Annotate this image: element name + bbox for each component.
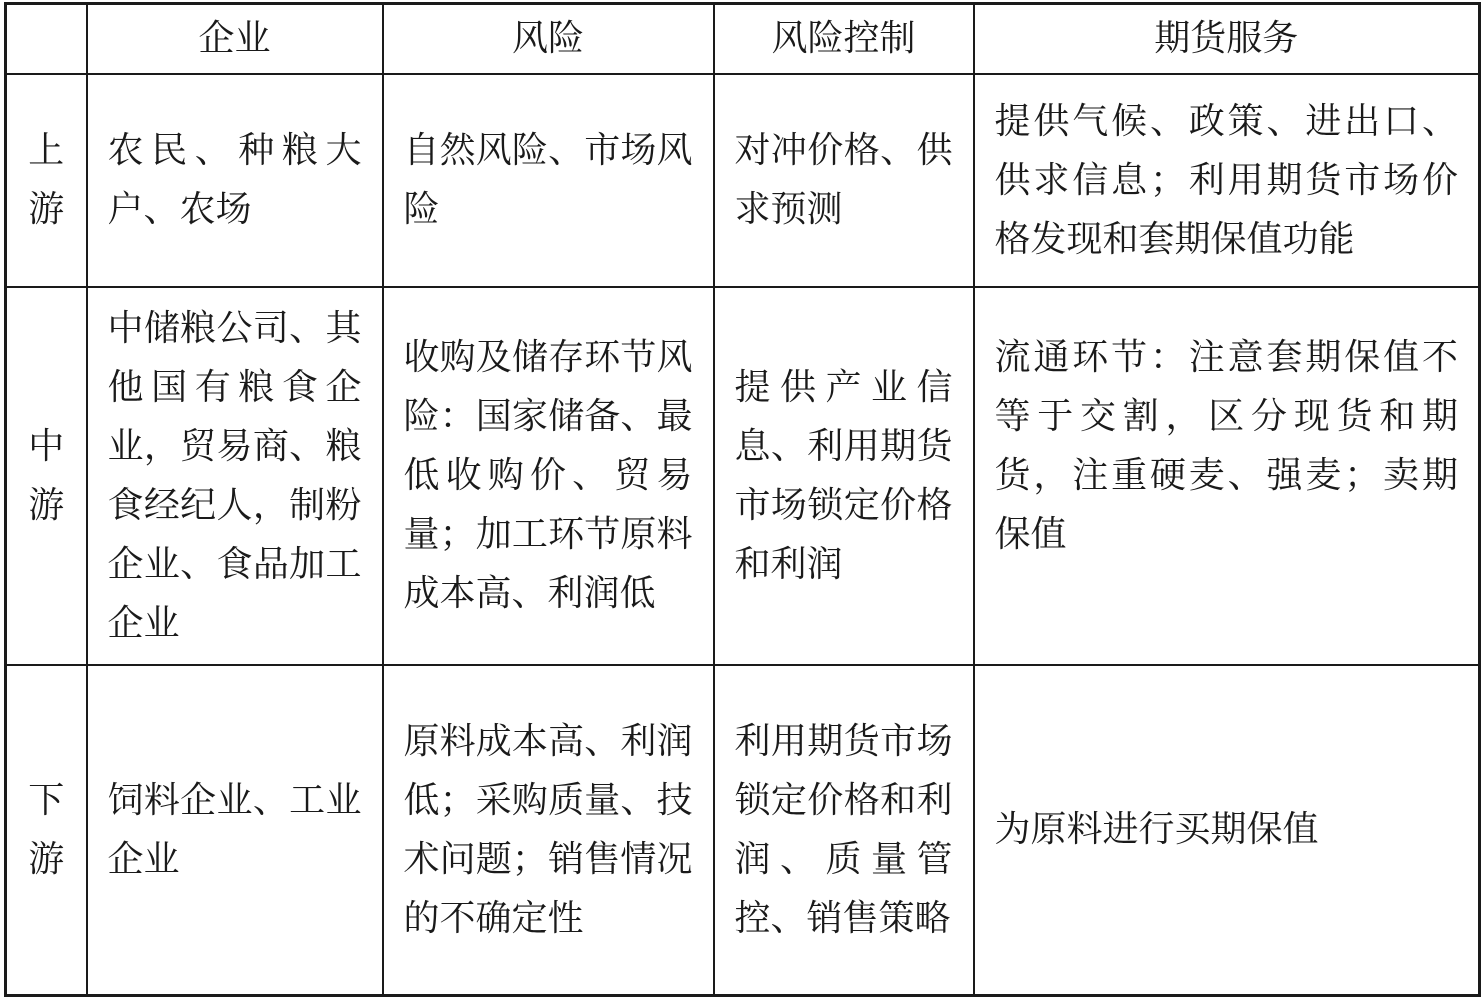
stage-cell (6, 665, 87, 996)
table-row-upstream (6, 74, 1480, 287)
header-futures-service: 期货服务 (974, 4, 1480, 74)
header-empty-cell (6, 4, 87, 74)
risk-cell: 原料成本高、利润低；采购质量、技术问题；销售情况的不确定性 (383, 665, 714, 996)
stage-label: 下游 (28, 779, 65, 880)
header-enterprise: 企业 (87, 4, 383, 74)
stage-label: 上游 (28, 130, 65, 230)
stage-cell (6, 74, 87, 287)
header-risk-control: 风险控制 (714, 4, 974, 74)
table-row-midstream (6, 287, 1480, 665)
enterprise-cell: 农民、种粮大户、农场 (87, 74, 383, 287)
header-row (6, 4, 1480, 74)
service-cell: 为原料进行买期保值 (974, 665, 1480, 996)
stage-label: 中游 (28, 425, 65, 526)
header-risk: 风险 (383, 4, 714, 74)
risk-cell: 自然风险、市场风险 (383, 74, 714, 287)
enterprise-cell: 中储粮公司、其他国有粮食企业，贸易商、粮食经纪人，制粉企业、食品加工企业 (87, 287, 383, 665)
control-cell: 利用期货市场锁定价格和利润、质量管控、销售策略 (714, 665, 974, 996)
table-row-downstream (6, 665, 1480, 996)
enterprise-cell: 饲料企业、工业企业 (87, 665, 383, 996)
service-cell: 流通环节：注意套期保值不等于交割，区分现货和期货，注重硬麦、强麦；卖期保值 (974, 287, 1480, 665)
risk-cell: 收购及储存环节风险：国家储备、最低收购价、贸易量；加工环节原料成本高、利润低 (383, 287, 714, 665)
stage-cell (6, 287, 87, 665)
table-container (4, 2, 1478, 994)
service-cell: 提供气候、政策、进出口、供求信息；利用期货市场价格发现和套期保值功能 (974, 74, 1480, 287)
supply-chain-table (4, 2, 1481, 997)
control-cell: 提供产业信息、利用期货市场锁定价格和利润 (714, 287, 974, 665)
control-cell: 对冲价格、供求预测 (714, 74, 974, 287)
